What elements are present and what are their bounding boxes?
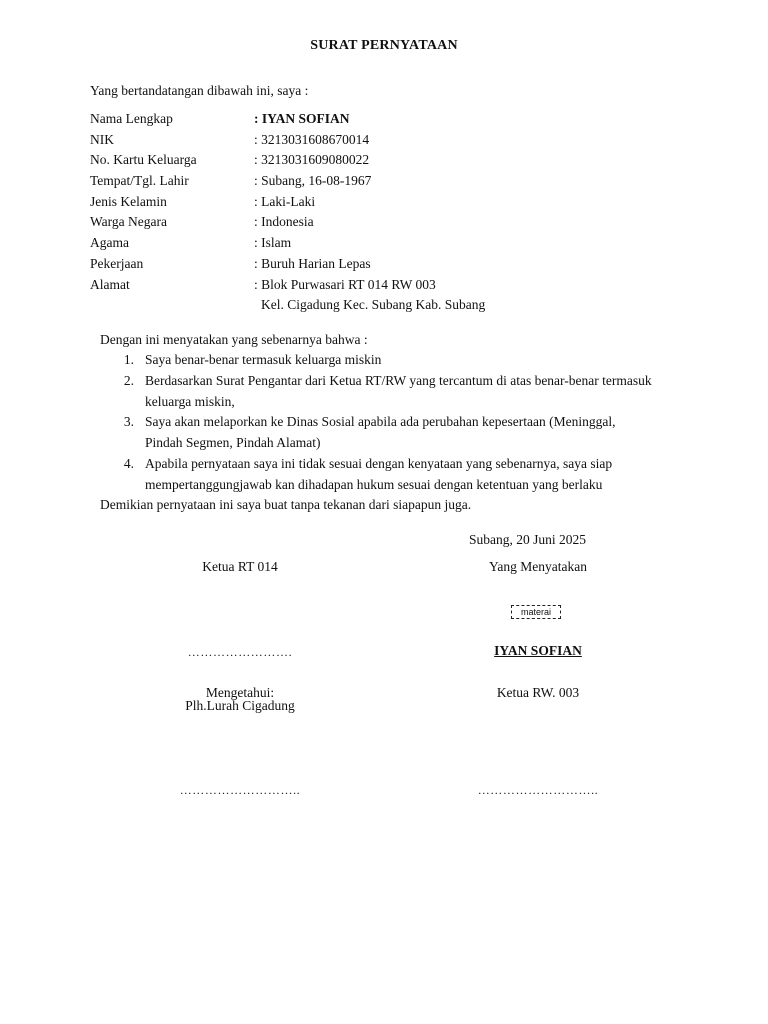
field-value-birth: : Subang, 16-08-1967 xyxy=(254,173,372,188)
field-label-name: Nama Lengkap xyxy=(90,111,173,126)
field-label-address: Alamat xyxy=(90,277,130,292)
list-item-text: mempertanggungjawab kan dihadapan hukum sesuai dengan ketentuan yang berlaku xyxy=(145,477,603,492)
field-value-gender: : Laki-Laki xyxy=(254,194,316,209)
declarant-name: IYAN SOFIAN xyxy=(494,643,582,658)
list-item-text: Berdasarkan Surat Pengantar dari Ketua RT/RW yang tercantum di atas benar-benar termasuk xyxy=(145,373,652,388)
field-label-birth: Tempat/Tgl. Lahir xyxy=(90,173,189,188)
list-item-text: keluarga miskin, xyxy=(145,394,235,409)
field-label-gender: Jenis Kelamin xyxy=(90,194,167,209)
list-item-number: 1. xyxy=(123,352,134,367)
declarant-title: Yang Menyatakan xyxy=(489,559,587,574)
address-line-2: Kel. Cigadung Kec. Subang Kab. Subang xyxy=(261,297,486,312)
list-item-number: 2. xyxy=(123,373,134,388)
field-value-address: : Blok Purwasari RT 014 RW 003 xyxy=(254,277,436,292)
place-date: Subang, 20 Juni 2025 xyxy=(469,532,587,547)
closing-text: Demikian pernyataan ini saya buat tanpa tekanan dari siapapun juga. xyxy=(100,497,472,512)
list-item-text: Saya akan melaporkan ke Dinas Sosial apabila ada perubahan kepesertaan (Meninggal, xyxy=(145,414,616,429)
field-label-nik: NIK xyxy=(90,132,114,147)
list-item-text: Pindah Segmen, Pindah Alamat) xyxy=(145,435,321,450)
field-value-religion: : Islam xyxy=(254,235,292,250)
field-value-kk: : 3213031609080022 xyxy=(254,152,370,167)
field-label-citizenship: Warga Negara xyxy=(90,214,167,229)
materai-stamp: materai xyxy=(511,605,561,619)
lurah-acknowledge: Mengetahui: xyxy=(205,685,275,700)
list-item-number: 3. xyxy=(123,414,134,429)
rw-signature-line: ……………………….. xyxy=(477,783,599,797)
field-value-occupation: : Buruh Harian Lepas xyxy=(254,256,371,271)
list-item-number: 4. xyxy=(123,456,134,471)
lurah-title: Plh.Lurah Cigadung xyxy=(185,698,295,713)
rt-signature-line: ……………………. xyxy=(187,645,293,659)
intro-text: Yang bertandatangan dibawah ini, saya : xyxy=(90,83,309,98)
lurah-signature-line: ……………………….. xyxy=(179,783,301,797)
rw-title: Ketua RW. 003 xyxy=(496,685,580,700)
field-label-religion: Agama xyxy=(90,235,129,250)
field-value-nik: : 3213031608670014 xyxy=(254,132,370,147)
list-item-text: Apabila pernyataan saya ini tidak sesuai dengan kenyataan yang sebenarnya, saya siap xyxy=(145,456,613,471)
field-value-citizenship: : Indonesia xyxy=(254,214,314,229)
list-item-text: Saya benar-benar termasuk keluarga miskin xyxy=(145,352,382,367)
rt-title: Ketua RT 014 xyxy=(202,559,278,574)
field-value-name: : IYAN SOFIAN xyxy=(254,111,350,126)
field-label-kk: No. Kartu Keluarga xyxy=(90,152,197,167)
document-title: SURAT PERNYATAAN xyxy=(310,38,458,53)
field-label-occupation: Pekerjaan xyxy=(90,256,144,271)
statement-intro: Dengan ini menyatakan yang sebenarnya bahwa : xyxy=(100,332,368,347)
